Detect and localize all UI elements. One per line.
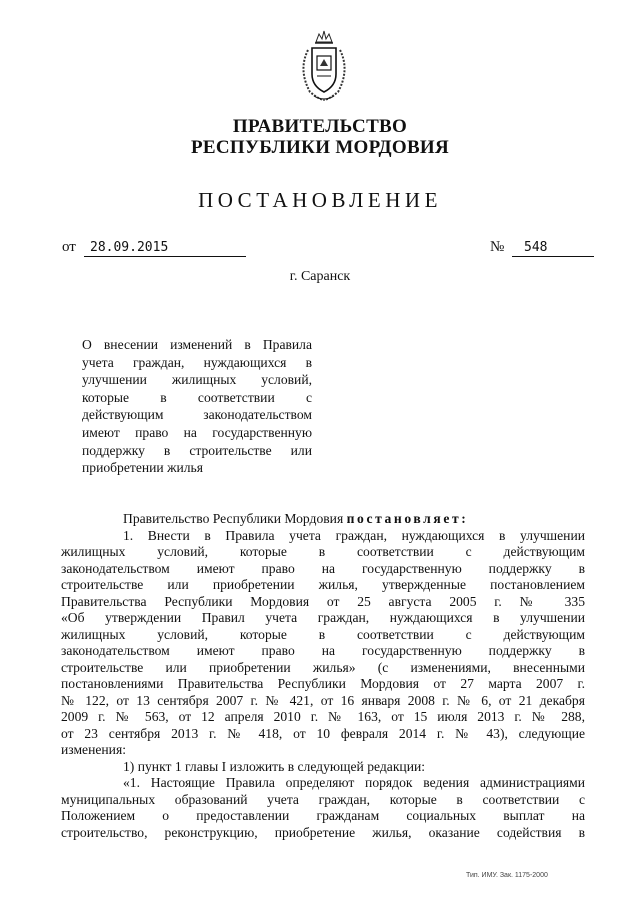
body-line: постановлениями Правительства Республики Мордовия от 27 марта 2007 г.	[61, 676, 585, 691]
subject-line: учета граждан, нуждающихся в	[82, 354, 312, 370]
quote-line: Положением о предоставлении гражданам социальных выплат на	[61, 808, 585, 823]
subject-line: имеют право на государственную	[82, 424, 312, 440]
item1-first-line: 1. Внести в Правила учета граждан, нуждающихся в улучшении	[123, 527, 585, 543]
body-line: законодательством имеют право на государственную поддержку в	[61, 643, 585, 658]
org-name-line1: ПРАВИТЕЛЬСТВО	[232, 116, 408, 137]
subject-line: улучшении жилищных условий,	[82, 372, 312, 388]
document-body	[61, 511, 585, 841]
document-date: 28.09.2015	[84, 239, 246, 257]
date-number-row	[62, 239, 582, 261]
body-line: «Об утверждении Правил учета граждан, нуждающихся в улучшении	[61, 610, 585, 625]
date-prefix: от	[62, 239, 76, 255]
subject-line: приобретении жилья	[82, 460, 203, 476]
body-line: № 122, от 13 сентября 2007 г. № 421, от 16 января 2008 г. № 6, от 21 декабря	[61, 692, 585, 708]
document-number: 548	[512, 239, 594, 257]
subject-line: поддержку в строительстве или	[82, 442, 312, 458]
body-line: 2009 г. № 563, от 12 апреля 2010 г. № 163, от 15 июля 2013 г. № 288,	[61, 709, 585, 724]
body-line: Правительства Республики Мордовия от 25 августа 2005 г. № 335	[61, 593, 585, 609]
coat-of-arms-emblem	[294, 28, 354, 104]
subject-line: которые в соответствии с	[82, 389, 312, 405]
city-name: г. Саранск	[289, 269, 351, 284]
subitem-1: 1) пункт 1 главы I изложить в следующей редакции:	[123, 758, 426, 774]
body-line: строительстве или приобретении жилья, утвержденные постановлением	[61, 577, 585, 592]
body-line: строительстве или приобретении жилья» (с изменениями, внесенными	[61, 659, 585, 675]
number-prefix: №	[490, 239, 505, 255]
print-note: Тип. ИМУ. Зак. 1175-2000	[466, 872, 548, 879]
document-type-title: ПОСТАНОВЛЕНИЕ	[198, 188, 442, 212]
body-line: жилищных условий, которые в соответствии с действующим	[61, 544, 585, 559]
body-line: жилищных условий, которые в соответствии с действующим	[61, 626, 585, 642]
body-line: изменения:	[61, 742, 126, 757]
body-line: от 23 сентября 2013 г. № 418, от 10 февраля 2014 г. № 43), следующие	[61, 725, 585, 741]
intro-line	[61, 511, 585, 528]
subject-line: О внесении изменений в Правила	[82, 337, 312, 352]
subject-line: действующим законодательством	[82, 407, 312, 423]
quote-first-line: «1. Настоящие Правила определяют порядок ведения администрациями	[123, 775, 585, 790]
intro-emphasis: постановляет:	[346, 511, 469, 526]
org-name-line2: РЕСПУБЛИКИ МОРДОВИЯ	[190, 137, 450, 158]
intro-text: Правительство Республики Мордовия	[123, 511, 344, 526]
document-subject	[82, 336, 312, 477]
quote-line: муниципальных образований учета граждан, которые в соответствии с	[61, 791, 585, 807]
body-line: законодательством имеют право на государственную поддержку в	[61, 560, 585, 576]
quote-line: строительство, реконструкцию, приобретение жилья, оказание содействия в	[61, 824, 585, 840]
